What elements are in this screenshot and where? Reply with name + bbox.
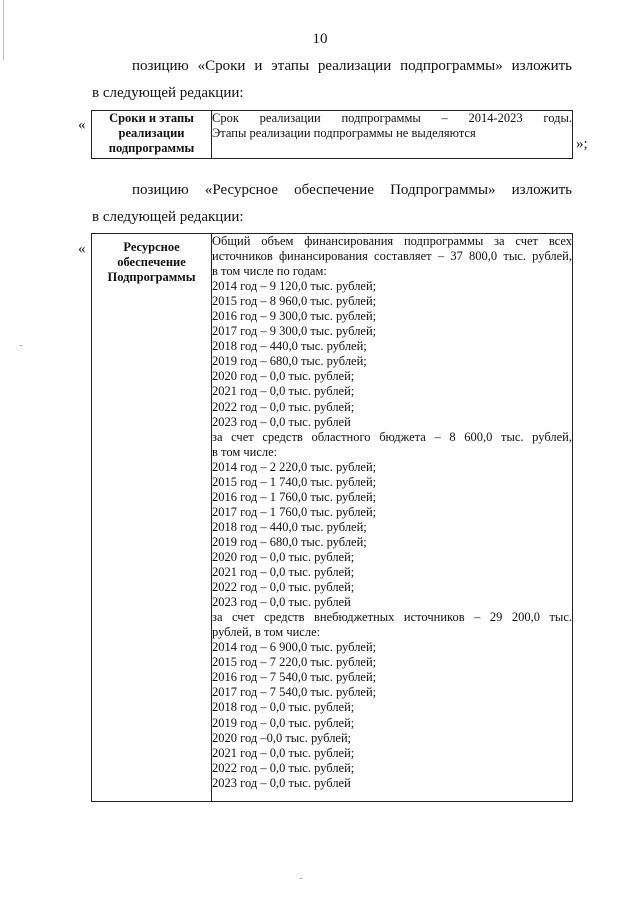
section2-content-line: 2018 год – 440,0 тыс. рублей; [212, 519, 367, 534]
section2-table [91, 233, 573, 802]
section1-intro-line1: позицию «Сроки и этапы реализации подпрограммы» изложить [132, 58, 572, 74]
section2-content-line: 2015 год – 1 740,0 тыс. рублей; [212, 474, 377, 489]
section2-content-line: за счет средств внебюджетных источников – 29 200,0 тыс. [212, 610, 572, 625]
scan-speck [300, 878, 302, 879]
section2-table-row [92, 234, 573, 802]
section2-content-line: 2021 год – 0,0 тыс. рублей; [212, 745, 355, 760]
section2-content-line: 2017 год – 9 300,0 тыс. рублей; [212, 324, 377, 339]
section2-content-line: 2014 год – 6 900,0 тыс. рублей; [212, 640, 377, 655]
section2-content-line: за счет средств областного бюджета – 8 600,0 тыс. рублей, [212, 429, 572, 444]
section2-content-line: 2018 год – 0,0 тыс. рублей; [212, 700, 355, 715]
section2-content-line: 2021 год – 0,0 тыс. рублей; [212, 565, 355, 580]
section2-content-line: 2018 год – 440,0 тыс. рублей; [212, 339, 367, 354]
section2-label: Ресурсное обеспечение Подпрограммы [92, 234, 212, 802]
section2-content-line: 2014 год – 2 220,0 тыс. рублей; [212, 459, 377, 474]
section2-content-line: в том числе: [212, 444, 278, 459]
section1-intro-line2: в следующей редакции: [92, 85, 244, 101]
scan-edge-mark [3, 0, 4, 60]
section1-table [91, 110, 573, 159]
section2-content-line: 2023 год – 0,0 тыс. рублей [212, 595, 351, 610]
section2-content-line: 2019 год – 0,0 тыс. рублей; [212, 715, 355, 730]
section2-content-line: 2022 год – 0,0 тыс. рублей; [212, 760, 355, 775]
section2-content-line: 2017 год – 7 540,0 тыс. рублей; [212, 685, 377, 700]
section2-content-line: 2019 год – 680,0 тыс. рублей; [212, 534, 367, 549]
section2-open-quote: « [78, 241, 86, 257]
section2-content-line: 2022 год – 0,0 тыс. рублей; [212, 580, 355, 595]
section2-content-line: 2023 год – 0,0 тыс. рублей [212, 414, 351, 429]
scan-speck [20, 345, 22, 346]
section1-table-row [92, 111, 573, 159]
section1-content [212, 111, 573, 159]
section2-content-line: 2020 год –0,0 тыс. рублей; [212, 730, 352, 745]
section2-content-line: 2020 год – 0,0 тыс. рублей; [212, 369, 355, 384]
section2-content-line: Общий объем финансирования подпрограммы за счет всех [212, 234, 572, 248]
section1-open-quote: « [78, 117, 86, 133]
section2-content-line: 2014 год – 9 120,0 тыс. рублей; [212, 279, 377, 294]
section2-intro-line2: в следующей редакции: [92, 209, 244, 225]
section2-content-line: 2016 год – 9 300,0 тыс. рублей; [212, 309, 377, 324]
section1-content-line: Этапы реализации подпрограммы не выделяются [212, 126, 476, 141]
section1-label: Сроки и этапы реализации подпрограммы [92, 111, 212, 159]
section1-close-quote: »; [576, 136, 588, 152]
section2-content-line: 2015 год – 7 220,0 тыс. рублей; [212, 655, 377, 670]
section2-content-line: 2016 год – 1 760,0 тыс. рублей; [212, 489, 377, 504]
section2-content-line: 2019 год – 680,0 тыс. рублей; [212, 354, 367, 369]
section2-content [212, 234, 573, 802]
section2-content-line: 2022 год – 0,0 тыс. рублей; [212, 399, 355, 414]
section2-intro-line1: позицию «Ресурсное обеспечение Подпрограммы» изложить [132, 182, 572, 198]
section2-content-line: 2017 год – 1 760,0 тыс. рублей; [212, 504, 377, 519]
section2-content-line: в том числе по годам: [212, 264, 327, 279]
page-number: 10 [312, 31, 328, 47]
section1-content-line: Срок реализации подпрограммы – 2014-2023 годы. [212, 111, 572, 125]
section2-content-line: рублей, в том числе: [212, 625, 321, 640]
section2-content-line: 2023 год – 0,0 тыс. рублей [212, 775, 351, 790]
section2-content-line: 2015 год – 8 960,0 тыс. рублей; [212, 294, 377, 309]
section2-content-line: 2021 год – 0,0 тыс. рублей; [212, 384, 355, 399]
section2-content-line: 2016 год – 7 540,0 тыс. рублей; [212, 670, 377, 685]
section2-content-line: источников финансирования составляет – 37 800,0 тыс. рублей, [212, 249, 572, 264]
section2-content-line: 2020 год – 0,0 тыс. рублей; [212, 549, 355, 564]
